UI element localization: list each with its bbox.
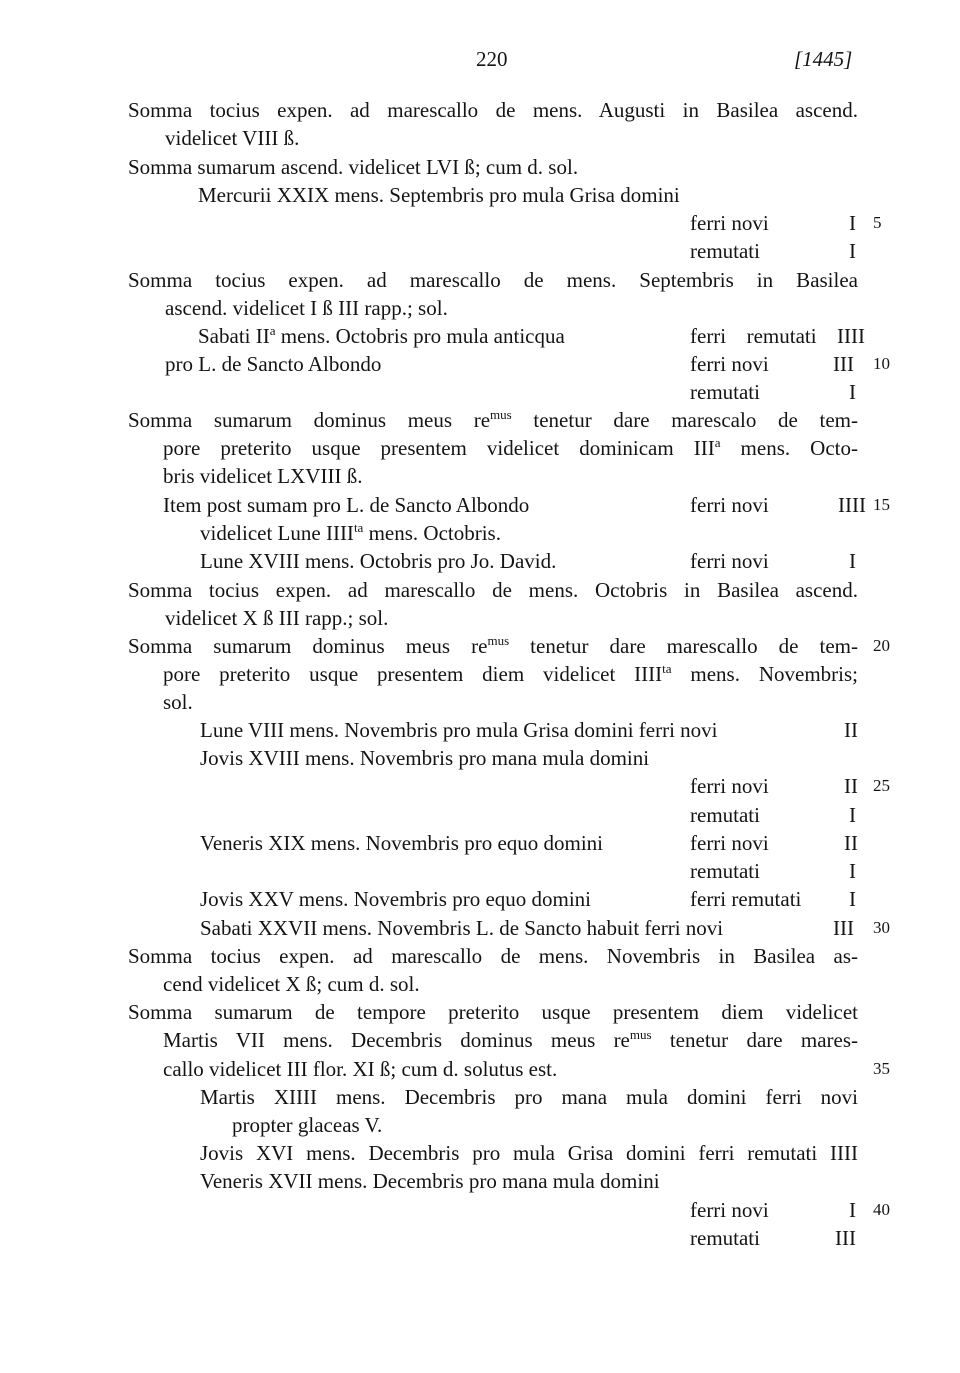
line-text: Sabati $II^a$ mens. Octobris pro mula anticqua: [198, 323, 565, 348]
page-year: [1445]: [794, 47, 853, 71]
line-entry: ferri novi: [690, 549, 769, 573]
line-text: Mercurii XXIX mens. Septembris pro mula Grisa domini: [198, 183, 680, 207]
line-number: 25: [873, 776, 890, 795]
line-text: Lune XVIII mens. Octobris pro Jo. David.: [200, 549, 557, 573]
text-line: [0, 715, 960, 745]
text-line: [0, 856, 960, 886]
text-line: [0, 123, 960, 153]
line-text: Lune VIII mens. Novembris pro mula Grisa domini ferri novi: [200, 718, 718, 742]
line-text: videlicet VIII ß.: [165, 126, 300, 150]
line-number: 40: [873, 1200, 890, 1219]
line-text: callo videlicet III flor. XI ß; cum d. solutus est.: [163, 1057, 558, 1081]
line-text: cend videlicet X ß; cum d. sol.: [163, 972, 420, 996]
line-text: Jovis XVI mens. Decembris pro mula Grisa domini ferri remutati IIII: [200, 1141, 858, 1165]
line-text: pore preterito usque presentem videlicet dominicam III$^a$ mens. Octo-: [163, 435, 858, 460]
line-entry: II: [844, 718, 858, 742]
text-line: [0, 603, 960, 633]
line-entry: ferri novi: [690, 352, 769, 376]
line-text: remutati: [690, 239, 760, 263]
text-line: [0, 377, 960, 407]
line-text: pore preterito usque presentem diem videlicet $IIII^{ta}$ mens. Novembris;: [163, 661, 858, 686]
line-text: remutati: [690, 859, 760, 883]
page-number: 220: [476, 47, 508, 71]
text-line: [0, 659, 960, 689]
line-text: Somma tocius expen. ad marescallo de mens. Novembris in Basilea as-: [128, 944, 858, 968]
line-number: 15: [873, 495, 890, 514]
line-entry: ferri novi: [690, 493, 769, 517]
line-text: Jovis XXV mens. Novembris pro equo domini: [200, 887, 592, 911]
text-line: [0, 321, 960, 351]
text-line: [0, 771, 960, 801]
text-line: [0, 828, 960, 858]
line-entry: ferri remutati IIII: [690, 324, 865, 348]
line-text: Somma sumarum de tempore preterito usque presentem diem videlicet: [128, 1000, 858, 1024]
line-entry: I: [849, 211, 856, 235]
line-text: Somma sumarum dominus meus $re^{mus}$ tenetur dare marescalo de tem-: [128, 407, 858, 432]
text-line: [0, 1054, 960, 1084]
page-header: [0, 44, 960, 74]
line-text: remutati: [690, 803, 760, 827]
line-text: ferri novi: [690, 1198, 769, 1222]
line-text: Veneris XIX mens. Novembris pro equo domini: [200, 831, 604, 855]
line-text: Sabati XXVII mens. Novembris L. de Sancto habuit ferri novi: [200, 916, 724, 940]
text-line: [0, 518, 960, 548]
text-line: [0, 461, 960, 491]
line-entry: II: [844, 774, 858, 798]
line-number: 20: [873, 636, 890, 655]
line-text: Somma sumarum ascend. videlicet LVI ß; cum d. sol.: [128, 155, 579, 179]
line-text: remutati: [690, 380, 760, 404]
text-line: [0, 941, 960, 971]
line-text: Martis VII mens. Decembris dominus meus $re^{mus}$ tenetur dare mares-: [163, 1027, 858, 1052]
line-entry: I: [849, 239, 856, 263]
text-line: [0, 575, 960, 605]
text-line: [0, 969, 960, 999]
text-line: [0, 433, 960, 463]
line-entry: I: [849, 887, 856, 911]
line-entry: III: [833, 916, 854, 940]
line-entry: III: [833, 352, 854, 376]
text-line: [0, 1166, 960, 1196]
line-text: videlicet Lune $IIII^{ta}$ mens. Octobris.: [200, 520, 501, 545]
text-line: [0, 743, 960, 773]
text-line: [0, 490, 960, 520]
text-line: [0, 631, 960, 661]
line-text: Veneris XVII mens. Decembris pro mana mula domini: [200, 1169, 660, 1193]
line-number: 5: [873, 213, 882, 232]
line-text: pro L. de Sancto Albondo: [165, 352, 382, 376]
line-entry: I: [849, 803, 856, 827]
text-line: [0, 687, 960, 717]
text-line: [0, 236, 960, 266]
line-entry: IIII: [838, 493, 866, 517]
line-number: 30: [873, 918, 890, 937]
text-line: [0, 265, 960, 295]
text-line: [0, 208, 960, 238]
line-text: Somma tocius expen. ad marescallo de mens. Octobris in Basilea ascend.: [128, 578, 858, 602]
line-text: Somma sumarum dominus meus $re^{mus}$ tenetur dare marescallo de tem-: [128, 633, 858, 658]
text-line: [0, 1110, 960, 1140]
text-line: [0, 405, 960, 435]
line-text: Martis XIIII mens. Decembris pro mana mula domini ferri novi: [200, 1085, 858, 1109]
line-entry: ferri novi: [690, 831, 769, 855]
line-entry: I: [849, 549, 856, 573]
line-text: sol.: [163, 690, 193, 714]
line-text: bris videlicet LXVIII ß.: [163, 464, 363, 488]
line-text: ferri novi: [690, 774, 769, 798]
line-number: 35: [873, 1059, 890, 1078]
line-entry: II: [844, 831, 858, 855]
line-text: Somma tocius expen. ad marescallo de mens. Augusti in Basilea ascend.: [128, 98, 858, 122]
text-line: [0, 180, 960, 210]
line-text: Jovis XVIII mens. Novembris pro mana mula domini: [200, 746, 650, 770]
line-text: Somma tocius expen. ad marescallo de mens. Septembris in Basilea: [128, 268, 858, 292]
line-text: Item post sumam pro L. de Sancto Albondo: [163, 493, 530, 517]
text-line: [0, 800, 960, 830]
text-line: [0, 1138, 960, 1168]
line-entry: I: [849, 859, 856, 883]
line-text: videlicet X ß III rapp.; sol.: [165, 606, 389, 630]
line-number: 10: [873, 354, 890, 373]
line-text: ascend. videlicet I ß III rapp.; sol.: [165, 296, 448, 320]
line-entry: I: [849, 1198, 856, 1222]
text-line: [0, 997, 960, 1027]
text-line: [0, 349, 960, 379]
text-line: [0, 546, 960, 576]
text-line: [0, 1025, 960, 1055]
line-text: remutati: [690, 1226, 760, 1250]
text-line: [0, 152, 960, 182]
line-entry: I: [849, 380, 856, 404]
line-text: ferri novi: [690, 211, 769, 235]
text-line: [0, 95, 960, 125]
text-line: [0, 1223, 960, 1253]
line-entry: III: [835, 1226, 856, 1250]
line-entry: ferri remutati: [690, 887, 802, 911]
text-line: [0, 884, 960, 914]
text-line: [0, 1082, 960, 1112]
text-line: [0, 293, 960, 323]
text-line: [0, 1195, 960, 1225]
text-line: [0, 913, 960, 943]
line-text: propter glaceas V.: [232, 1113, 383, 1137]
